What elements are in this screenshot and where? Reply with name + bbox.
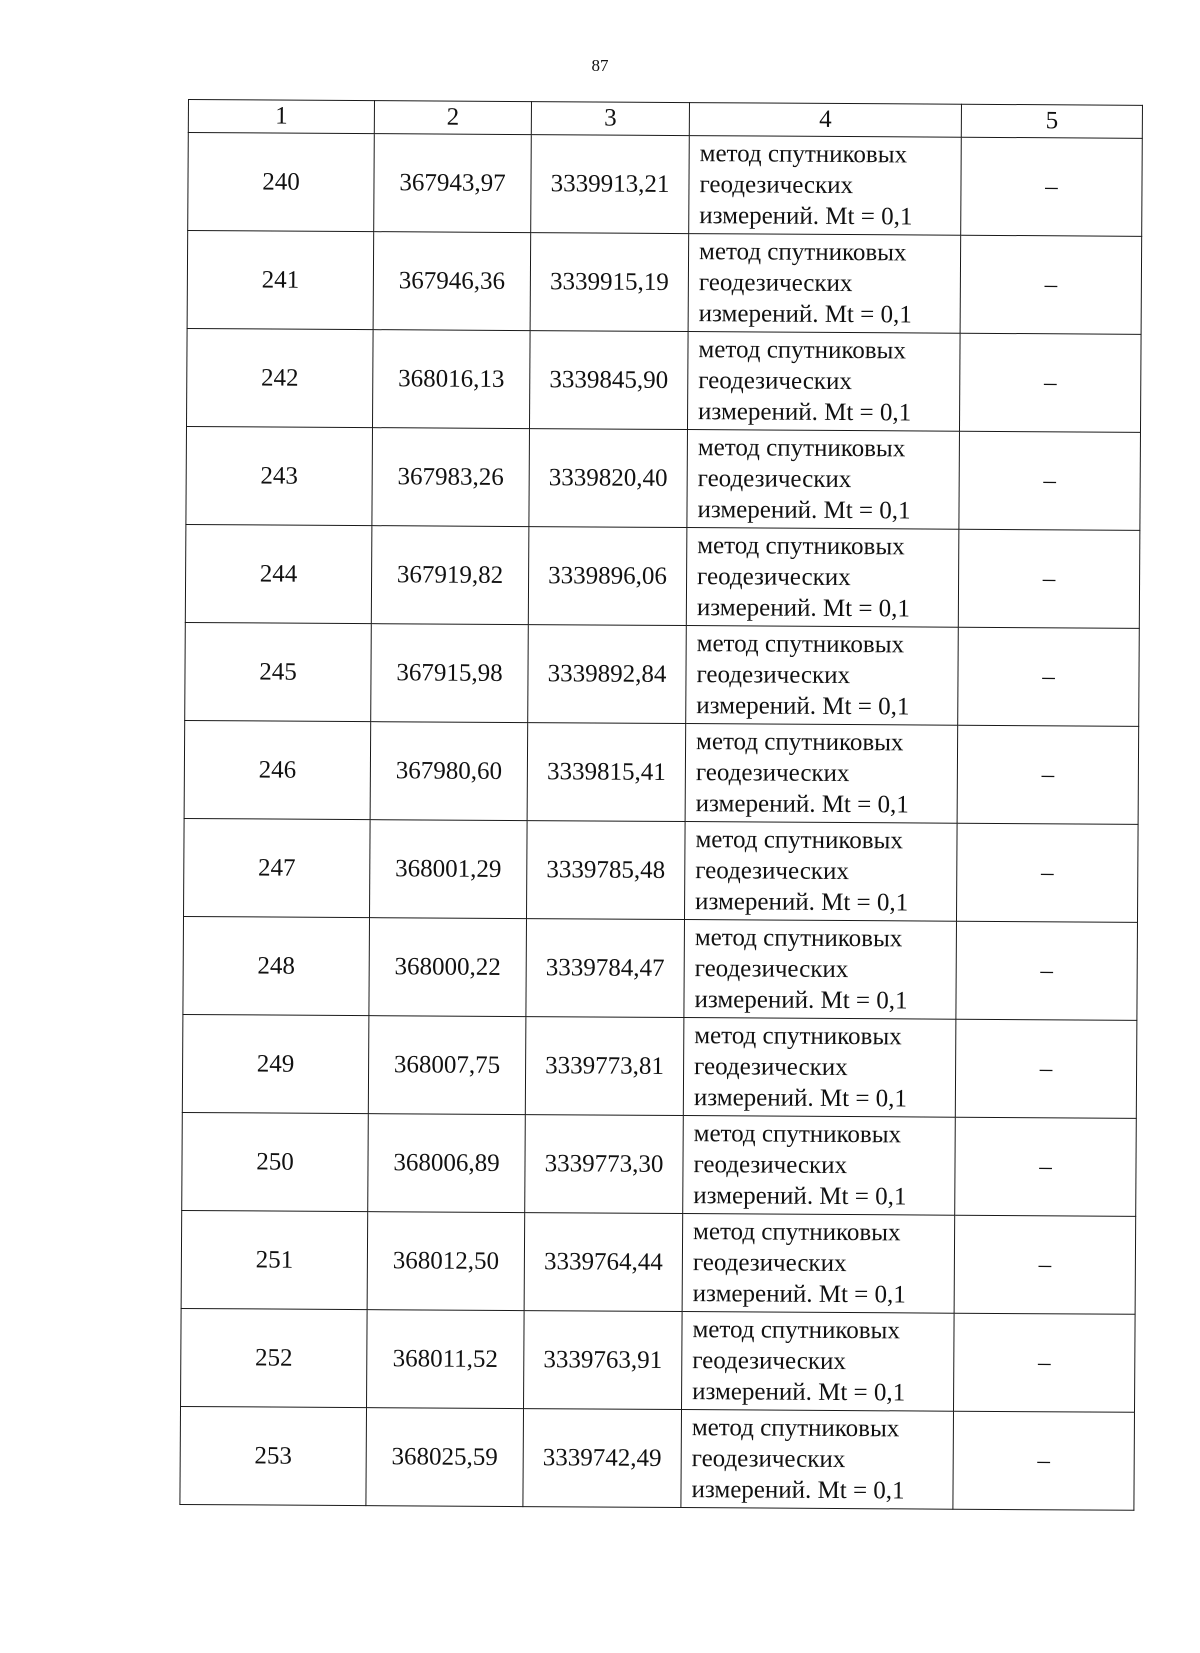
table-row	[188, 133, 1143, 237]
method-line-1: метод спутниковых	[699, 140, 908, 169]
point-number-cell: 246	[184, 720, 371, 819]
method-line-1: метод спутниковых	[694, 1022, 902, 1051]
method-line-3: измерений. Mt = 0,1	[698, 300, 912, 329]
method-line-1: метод спутниковых	[693, 1218, 901, 1247]
x-coordinate-cell: 367943,97	[374, 134, 532, 233]
note-cell: –	[959, 431, 1141, 530]
x-coordinate-cell: 367946,36	[373, 232, 531, 331]
table-row	[181, 1210, 1136, 1314]
method-line-3: измерений. Mt = 0,1	[697, 496, 911, 525]
method-line-3: измерений. Mt = 0,1	[693, 1084, 908, 1113]
note-cell: –	[956, 921, 1138, 1020]
method-cell	[687, 430, 960, 530]
method-line-1: метод спутниковых	[695, 826, 903, 855]
method-line-1: метод спутниковых	[696, 728, 904, 757]
note-cell: –	[957, 725, 1139, 824]
coordinates-table	[179, 99, 1143, 1511]
y-coordinate-cell: 3339773,30	[525, 1115, 684, 1214]
y-coordinate-cell: 3339764,44	[524, 1213, 683, 1312]
method-line-2: геодезических	[699, 171, 854, 200]
y-coordinate-cell: 3339815,41	[527, 723, 686, 822]
table-row	[181, 1308, 1136, 1412]
y-coordinate-cell: 3339742,49	[523, 1409, 682, 1508]
note-cell: –	[953, 1411, 1135, 1510]
method-line-1: метод спутниковых	[697, 532, 905, 561]
table-row	[180, 1406, 1135, 1510]
y-coordinate-cell: 3339773,81	[525, 1017, 684, 1116]
method-line-3: измерений. Mt = 0,1	[698, 398, 912, 427]
method-cell	[682, 1312, 955, 1412]
method-line-3: измерений. Mt = 0,1	[692, 1378, 906, 1407]
x-coordinate-cell: 367980,60	[370, 722, 528, 821]
point-number-cell: 250	[182, 1112, 369, 1211]
note-cell: –	[954, 1215, 1136, 1314]
x-coordinate-cell: 367919,82	[371, 526, 529, 625]
method-line-2: геодезических	[695, 759, 850, 788]
table-row	[183, 916, 1138, 1020]
method-line-2: геодезических	[694, 1053, 848, 1082]
column-header-4: 4	[689, 103, 961, 138]
column-header-1: 1	[188, 100, 374, 134]
note-cell: –	[956, 823, 1138, 922]
method-line-1: метод спутниковых	[694, 924, 903, 953]
point-number-cell: 245	[185, 622, 372, 721]
method-cell	[687, 332, 960, 432]
x-coordinate-cell: 368011,52	[367, 1310, 525, 1409]
note-cell: –	[959, 333, 1141, 432]
table-row	[186, 426, 1141, 530]
column-header-2: 2	[374, 101, 531, 135]
table-row	[182, 1014, 1137, 1118]
x-coordinate-cell: 367915,98	[371, 624, 529, 723]
method-line-3: измерений. Mt = 0,1	[695, 888, 909, 917]
y-coordinate-cell: 3339892,84	[528, 625, 687, 724]
note-cell: –	[961, 137, 1143, 236]
point-number-cell: 247	[184, 818, 371, 917]
point-number-cell: 251	[181, 1210, 368, 1309]
method-line-2: геодезических	[693, 1151, 848, 1180]
table-row	[182, 1112, 1137, 1216]
point-number-cell: 244	[185, 524, 372, 623]
method-line-3: измерений. Mt = 0,1	[695, 790, 909, 819]
table-row	[185, 524, 1140, 628]
method-line-3: измерений. Mt = 0,1	[692, 1280, 906, 1309]
method-cell	[684, 822, 957, 922]
method-line-2: геодезических	[692, 1347, 846, 1376]
method-line-2: геодезических	[698, 367, 852, 396]
table-row	[185, 622, 1140, 726]
method-cell	[683, 1116, 956, 1216]
table-row	[187, 231, 1142, 335]
method-line-1: метод спутниковых	[697, 434, 906, 463]
y-coordinate-cell: 3339763,91	[524, 1311, 683, 1410]
page-number: 87	[591, 56, 609, 75]
point-number-cell: 253	[180, 1406, 367, 1505]
note-cell: –	[958, 529, 1140, 628]
method-cell	[683, 1018, 956, 1118]
note-cell: –	[953, 1313, 1135, 1412]
x-coordinate-cell: 368012,50	[367, 1212, 525, 1311]
y-coordinate-cell: 3339785,48	[526, 821, 685, 920]
method-line-3: измерений. Mt = 0,1	[699, 202, 913, 231]
method-line-1: метод спутниковых	[691, 1414, 900, 1443]
point-number-cell: 240	[188, 133, 375, 232]
point-number-cell: 242	[186, 328, 373, 427]
method-line-1: метод спутниковых	[696, 630, 905, 659]
y-coordinate-cell: 3339915,19	[530, 233, 689, 332]
method-cell	[686, 528, 959, 628]
table-body	[180, 133, 1142, 1511]
x-coordinate-cell: 368025,59	[366, 1408, 524, 1507]
y-coordinate-cell: 3339784,47	[526, 919, 685, 1018]
note-cell: –	[955, 1117, 1137, 1216]
point-number-cell: 241	[187, 231, 374, 330]
method-cell	[682, 1214, 955, 1314]
y-coordinate-cell: 3339845,90	[529, 331, 688, 430]
method-cell	[684, 920, 957, 1020]
x-coordinate-cell: 368016,13	[372, 330, 530, 429]
x-coordinate-cell: 368000,22	[369, 918, 527, 1017]
method-cell	[689, 136, 962, 236]
table-row	[184, 720, 1139, 824]
method-cell	[688, 234, 961, 334]
method-line-2: геодезических	[697, 465, 852, 494]
method-line-1: метод спутниковых	[698, 336, 906, 365]
note-cell: –	[958, 627, 1140, 726]
method-cell	[681, 1410, 954, 1510]
method-cell	[685, 724, 958, 824]
method-cell	[686, 626, 959, 726]
method-line-3: измерений. Mt = 0,1	[696, 594, 911, 623]
method-line-1: метод спутниковых	[693, 1120, 902, 1149]
y-coordinate-cell: 3339820,40	[529, 429, 688, 528]
method-line-2: геодезических	[691, 1445, 846, 1474]
method-line-3: измерений. Mt = 0,1	[694, 986, 908, 1015]
note-cell: –	[955, 1019, 1137, 1118]
point-number-cell: 248	[183, 916, 370, 1015]
x-coordinate-cell: 368006,89	[368, 1114, 526, 1213]
table-row	[184, 818, 1139, 922]
method-line-2: геодезических	[695, 857, 849, 886]
y-coordinate-cell: 3339913,21	[531, 135, 690, 234]
y-coordinate-cell: 3339896,06	[528, 527, 687, 626]
method-line-2: геодезических	[694, 955, 849, 984]
method-line-2: геодезических	[697, 563, 851, 592]
point-number-cell: 243	[186, 426, 373, 525]
method-line-2: геодезических	[696, 661, 851, 690]
method-line-1: метод спутниковых	[692, 1316, 900, 1345]
method-line-2: геодезических	[692, 1249, 847, 1278]
table-row	[186, 328, 1141, 432]
note-cell: –	[960, 235, 1142, 334]
point-number-cell: 252	[181, 1308, 368, 1407]
method-line-2: геодезических	[698, 269, 853, 298]
x-coordinate-cell: 367983,26	[372, 428, 530, 527]
column-header-3: 3	[531, 102, 689, 136]
method-line-1: метод спутниковых	[698, 238, 907, 267]
method-line-3: измерений. Mt = 0,1	[696, 692, 910, 721]
method-line-3: измерений. Mt = 0,1	[693, 1182, 907, 1211]
x-coordinate-cell: 368007,75	[368, 1016, 526, 1115]
x-coordinate-cell: 368001,29	[370, 820, 528, 919]
point-number-cell: 249	[182, 1014, 369, 1113]
column-header-5: 5	[961, 104, 1142, 138]
method-line-3: измерений. Mt = 0,1	[691, 1476, 905, 1505]
